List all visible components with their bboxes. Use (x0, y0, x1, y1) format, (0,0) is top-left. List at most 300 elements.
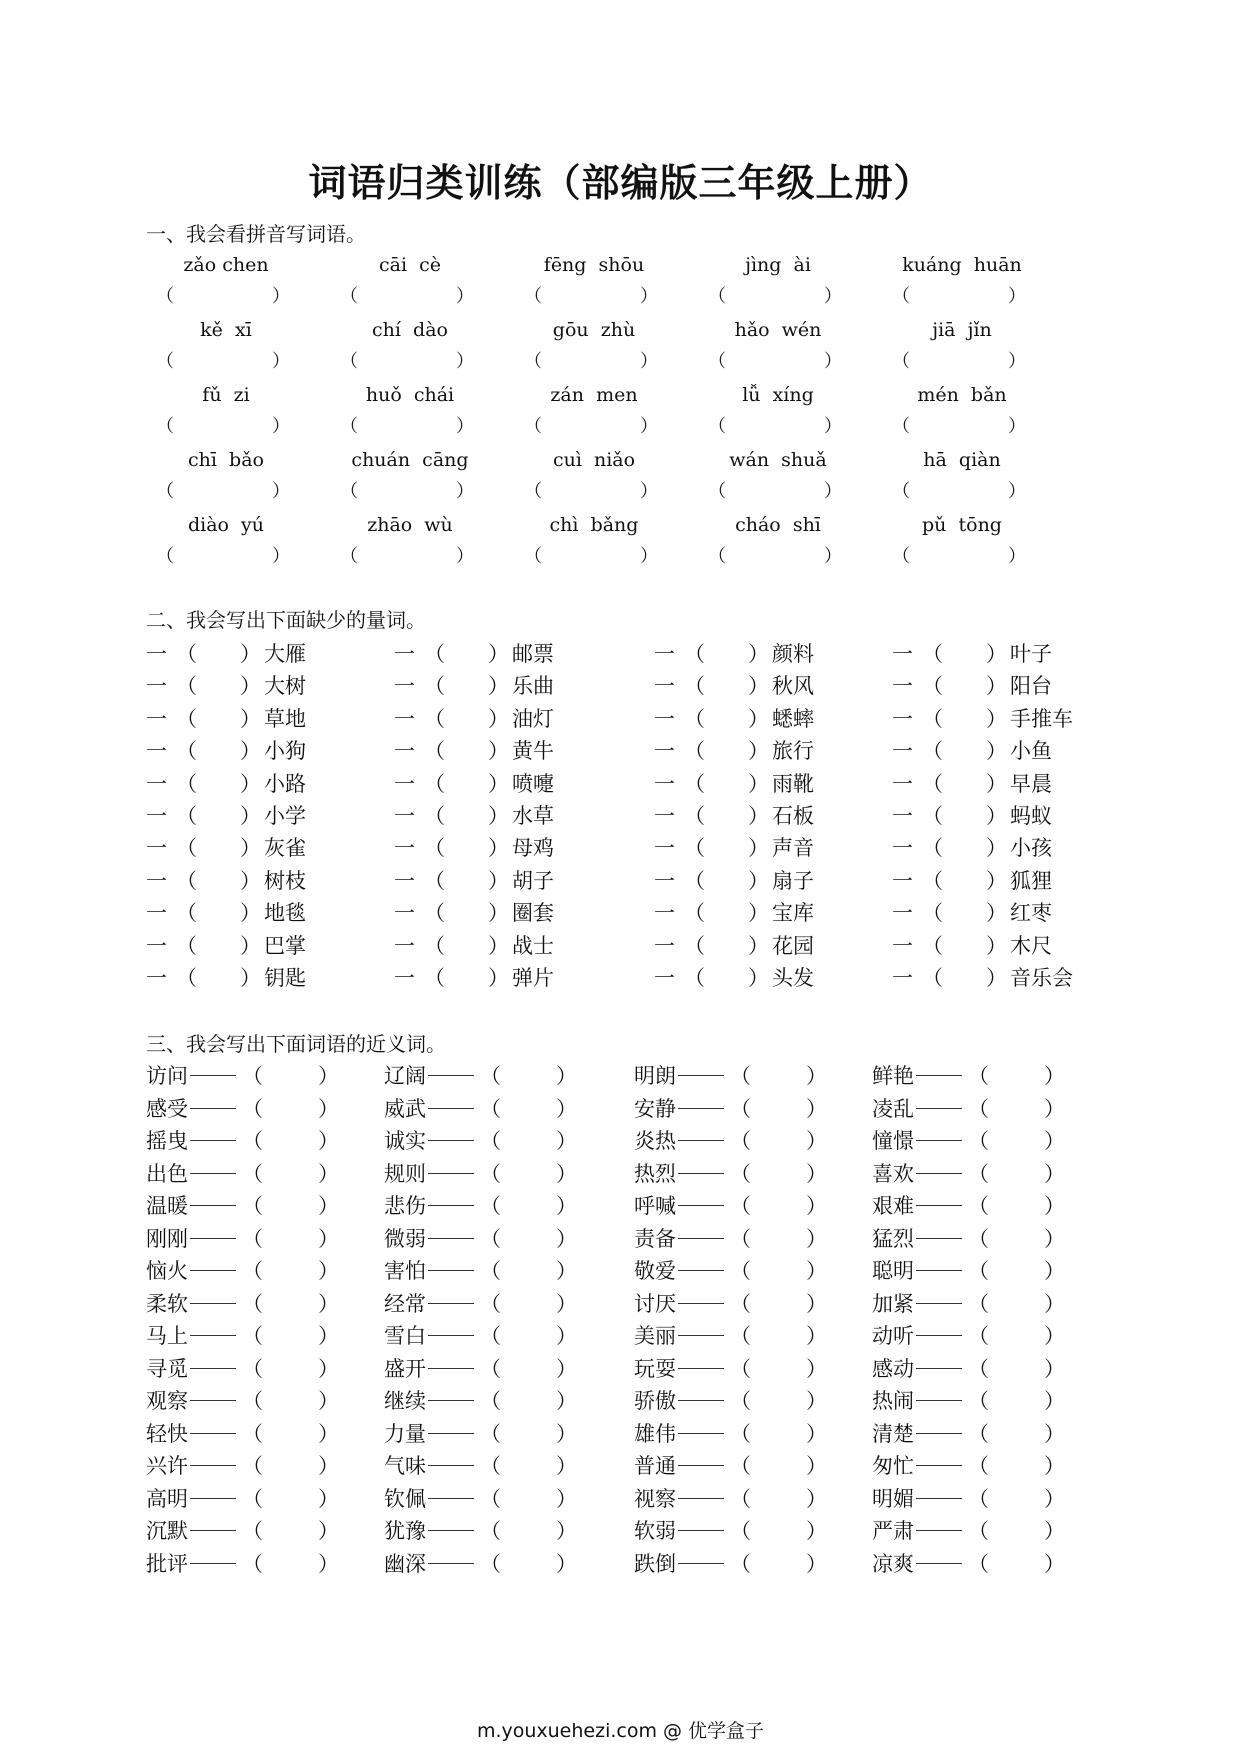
answer-blank[interactable] (698, 544, 842, 570)
paren-close: ） (1044, 1486, 1065, 1511)
pinyin-text: chī bǎo (188, 449, 264, 471)
source-word: 责备 (634, 1226, 676, 1251)
pinyin-item (330, 252, 518, 317)
prefix-yi: 一 (654, 836, 675, 861)
paren-close: ） (806, 1324, 827, 1348)
pinyin-item (330, 512, 518, 577)
source-word: 沉默 (146, 1519, 188, 1543)
paren-open: （ (524, 481, 542, 502)
paren-open: （ (242, 1324, 263, 1348)
paren-open: （ (968, 1161, 989, 1186)
paren-close: ） (456, 416, 474, 437)
source-word: 讨厌 (634, 1291, 676, 1316)
paren-open: （ (922, 706, 943, 731)
paren-close: ） (1044, 1421, 1065, 1446)
prefix-yi: 一 (146, 868, 167, 893)
footer-watermark: m.youxuehezi.com @ 优学盒子 (476, 1720, 765, 1742)
paren-open: （ (684, 706, 705, 731)
source-word: 软弱 (634, 1519, 676, 1543)
paren-close: ） (1044, 1356, 1065, 1381)
source-word: 幽深 (384, 1551, 426, 1576)
paren-close: ） (556, 1454, 577, 1478)
dash-line (916, 1075, 962, 1076)
paren-close: ） (1044, 1324, 1065, 1348)
pinyin-text: pǔ tōng (922, 514, 1002, 536)
answer-blank[interactable] (882, 414, 1026, 440)
prefix-yi: 一 (654, 901, 675, 926)
paren-open: （ (156, 481, 174, 502)
paren-open: （ (922, 965, 943, 990)
dash-line (678, 1465, 724, 1466)
paren-open: （ (480, 1161, 501, 1186)
paren-close: ） (806, 1194, 827, 1218)
paren-open: （ (424, 642, 445, 666)
noun-word: 扇子 (772, 868, 814, 893)
paren-open: （ (340, 546, 358, 567)
pinyin-row (146, 512, 1096, 577)
pinyin-item (882, 447, 1070, 512)
source-word: 跌倒 (634, 1551, 676, 1576)
answer-blank[interactable] (330, 544, 474, 570)
paren-open: （ (968, 1551, 989, 1576)
answer-blank[interactable] (330, 349, 474, 375)
noun-word: 乐曲 (512, 674, 554, 699)
paren-close: ） (488, 803, 509, 828)
source-word: 雄伟 (634, 1421, 676, 1446)
paren-open: （ (340, 481, 358, 502)
source-word: 温暖 (146, 1194, 188, 1218)
paren-close: ） (640, 286, 658, 307)
paren-open: （ (684, 803, 705, 828)
pinyin-text: hā qiàn (923, 449, 1001, 471)
dash-line (678, 1140, 724, 1141)
paren-close: ） (272, 351, 290, 372)
pinyin-text: cháo shī (735, 514, 821, 536)
source-word: 寻觅 (146, 1356, 188, 1381)
answer-blank[interactable] (514, 544, 658, 570)
paren-close: ） (1044, 1551, 1065, 1576)
paren-open: （ (480, 1291, 501, 1316)
paren-open: （ (968, 1064, 989, 1088)
answer-blank[interactable] (146, 414, 290, 440)
paren-open: （ (242, 1096, 263, 1121)
paren-close: ） (806, 1226, 827, 1251)
paren-open: （ (684, 771, 705, 796)
paren-open: （ (480, 1519, 501, 1543)
noun-word: 声音 (772, 836, 814, 861)
paren-close: ） (318, 1324, 339, 1348)
paren-open: （ (242, 1064, 263, 1088)
dash-line (428, 1140, 474, 1141)
paren-close: ） (240, 901, 261, 926)
noun-word: 母鸡 (512, 836, 554, 861)
paren-close: ） (556, 1551, 577, 1576)
paren-open: （ (242, 1389, 263, 1413)
pinyin-text: fēng shōu (543, 254, 645, 276)
source-word: 刚刚 (146, 1226, 188, 1251)
source-word: 感动 (872, 1356, 914, 1381)
paren-open: （ (922, 803, 943, 828)
pinyin-item (330, 317, 518, 382)
dash-line (916, 1433, 962, 1434)
noun-word: 狐狸 (1010, 868, 1052, 893)
paren-open: （ (480, 1129, 501, 1153)
paren-open: （ (480, 1194, 501, 1218)
paren-close: ） (1044, 1064, 1065, 1088)
paren-open: （ (242, 1291, 263, 1316)
dash-line (678, 1433, 724, 1434)
answer-blank[interactable] (882, 349, 1026, 375)
paren-open: （ (176, 868, 197, 893)
prefix-yi: 一 (146, 965, 167, 990)
prefix-yi: 一 (394, 836, 415, 861)
prefix-yi: 一 (146, 901, 167, 926)
paren-close: ） (488, 739, 509, 764)
paren-close: ） (240, 933, 261, 958)
source-word: 加紧 (872, 1291, 914, 1316)
synonym-row (146, 1320, 1096, 1353)
synonym-row (146, 1255, 1096, 1288)
paren-open: （ (922, 901, 943, 926)
dash-line (916, 1173, 962, 1174)
noun-word: 宝库 (772, 901, 814, 926)
dash-line (428, 1270, 474, 1271)
paren-open: （ (922, 836, 943, 861)
answer-blank[interactable] (146, 284, 290, 310)
pinyin-text: huǒ chái (365, 384, 455, 406)
source-word: 经常 (384, 1291, 426, 1316)
dash-line (678, 1335, 724, 1336)
paren-open: （ (892, 286, 910, 307)
synonym-row (146, 1190, 1096, 1223)
dash-line (678, 1563, 724, 1564)
paren-open: （ (524, 286, 542, 307)
paren-open: （ (730, 1389, 751, 1413)
paren-open: （ (424, 771, 445, 796)
paren-close: ） (488, 933, 509, 958)
paren-open: （ (156, 286, 174, 307)
paren-open: （ (176, 706, 197, 731)
paren-open: （ (684, 901, 705, 926)
source-word: 玩耍 (634, 1356, 676, 1381)
paren-open: （ (708, 546, 726, 567)
paren-close: ） (240, 642, 261, 666)
source-word: 热闹 (872, 1389, 914, 1413)
source-word: 热烈 (634, 1161, 676, 1186)
synonym-row (146, 1418, 1096, 1451)
paren-open: （ (730, 1324, 751, 1348)
paren-open: （ (242, 1454, 263, 1478)
paren-open: （ (730, 1161, 751, 1186)
source-word: 力量 (384, 1421, 426, 1446)
answer-blank[interactable] (146, 544, 290, 570)
source-word: 盛开 (384, 1356, 426, 1381)
dash-line (428, 1400, 474, 1401)
paren-open: （ (730, 1421, 751, 1446)
dash-line (428, 1303, 474, 1304)
answer-blank[interactable] (146, 349, 290, 375)
paren-open: （ (968, 1259, 989, 1283)
source-word: 清楚 (872, 1421, 914, 1446)
source-word: 美丽 (634, 1324, 676, 1348)
measure-row (146, 670, 1096, 702)
source-word: 高明 (146, 1486, 188, 1511)
paren-open: （ (480, 1096, 501, 1121)
answer-blank[interactable] (698, 284, 842, 310)
pinyin-row (146, 252, 1096, 317)
pinyin-item (146, 447, 334, 512)
noun-word: 巴掌 (264, 933, 306, 958)
paren-close: ） (556, 1129, 577, 1153)
answer-blank[interactable] (330, 414, 474, 440)
prefix-yi: 一 (654, 965, 675, 990)
paren-close: ） (456, 351, 474, 372)
pinyin-item (882, 382, 1070, 447)
paren-close: ） (1008, 481, 1026, 502)
pinyin-item (514, 382, 702, 447)
synonym-row (146, 1483, 1096, 1516)
answer-blank[interactable] (698, 414, 842, 440)
paren-open: （ (176, 771, 197, 796)
noun-word: 早晨 (1010, 771, 1052, 796)
synonym-row (146, 1223, 1096, 1256)
dash-line (428, 1108, 474, 1109)
pinyin-text: jìng ài (745, 254, 811, 276)
paren-open: （ (242, 1161, 263, 1186)
dash-line (190, 1563, 236, 1564)
paren-open: （ (480, 1389, 501, 1413)
noun-word: 木尺 (1010, 933, 1052, 958)
paren-open: （ (242, 1129, 263, 1153)
paren-close: ） (1044, 1226, 1065, 1251)
dash-line (190, 1140, 236, 1141)
paren-close: ） (318, 1486, 339, 1511)
prefix-yi: 一 (654, 868, 675, 893)
answer-blank[interactable] (514, 284, 658, 310)
paren-close: ） (556, 1421, 577, 1446)
paren-open: （ (480, 1064, 501, 1088)
paren-close: ） (272, 416, 290, 437)
paren-open: （ (730, 1226, 751, 1251)
noun-word: 叶子 (1010, 642, 1052, 666)
dash-line (428, 1465, 474, 1466)
source-word: 动听 (872, 1324, 914, 1348)
pinyin-item (146, 382, 334, 447)
noun-word: 花园 (772, 933, 814, 958)
paren-open: （ (242, 1519, 263, 1543)
answer-blank[interactable] (146, 479, 290, 505)
pinyin-text: cuì niǎo (552, 449, 636, 471)
prefix-yi: 一 (146, 674, 167, 699)
paren-open: （ (922, 642, 943, 666)
paren-open: （ (524, 416, 542, 437)
dash-line (190, 1205, 236, 1206)
paren-close: ） (556, 1226, 577, 1251)
prefix-yi: 一 (654, 739, 675, 764)
noun-word: 钥匙 (264, 965, 306, 990)
paren-open: （ (480, 1226, 501, 1251)
paren-close: ） (986, 836, 1007, 861)
paren-close: ） (824, 416, 842, 437)
prefix-yi: 一 (146, 836, 167, 861)
noun-word: 草地 (264, 706, 306, 731)
dash-line (916, 1140, 962, 1141)
synonym-row (146, 1288, 1096, 1321)
source-word: 轻快 (146, 1421, 188, 1446)
noun-word: 圈套 (512, 901, 554, 926)
paren-close: ） (1044, 1454, 1065, 1478)
paren-open: （ (480, 1486, 501, 1511)
paren-open: （ (922, 739, 943, 764)
dash-line (190, 1368, 236, 1369)
paren-close: ） (318, 1096, 339, 1121)
dash-line (678, 1173, 724, 1174)
prefix-yi: 一 (892, 739, 913, 764)
paren-close: ） (806, 1064, 827, 1088)
noun-word: 小鱼 (1010, 739, 1052, 764)
paren-open: （ (730, 1454, 751, 1478)
answer-blank[interactable] (698, 479, 842, 505)
prefix-yi: 一 (394, 739, 415, 764)
paren-open: （ (480, 1454, 501, 1478)
pinyin-item (698, 512, 886, 577)
source-word: 摇曳 (146, 1129, 188, 1153)
prefix-yi: 一 (654, 803, 675, 828)
noun-word: 喷嚏 (512, 771, 554, 796)
prefix-yi: 一 (892, 706, 913, 731)
dash-line (428, 1563, 474, 1564)
source-word: 继续 (384, 1389, 426, 1413)
answer-blank[interactable] (514, 479, 658, 505)
paren-close: ） (488, 674, 509, 699)
paren-close: ） (240, 771, 261, 796)
answer-blank[interactable] (514, 414, 658, 440)
paren-open: （ (892, 481, 910, 502)
synonym-row (146, 1515, 1096, 1548)
dash-line (678, 1270, 724, 1271)
pinyin-text: zhāo wù (367, 514, 453, 536)
dash-line (916, 1465, 962, 1466)
paren-close: ） (318, 1259, 339, 1283)
pinyin-row (146, 382, 1096, 447)
paren-close: ） (748, 706, 769, 731)
paren-open: （ (922, 771, 943, 796)
paren-open: （ (424, 933, 445, 958)
paren-close: ） (556, 1356, 577, 1381)
measure-row (146, 962, 1096, 994)
paren-close: ） (318, 1064, 339, 1088)
paren-close: ） (488, 706, 509, 731)
paren-open: （ (684, 642, 705, 666)
dash-line (678, 1400, 724, 1401)
pinyin-text: zǎo chen (183, 254, 269, 276)
measure-row (146, 800, 1096, 832)
prefix-yi: 一 (892, 965, 913, 990)
pinyin-text: lǚ xíng (742, 384, 814, 406)
paren-open: （ (480, 1259, 501, 1283)
dash-line (428, 1530, 474, 1531)
answer-blank[interactable] (330, 284, 474, 310)
paren-close: ） (272, 286, 290, 307)
paren-open: （ (424, 674, 445, 699)
paren-close: ） (806, 1519, 827, 1543)
paren-open: （ (242, 1226, 263, 1251)
paren-open: （ (242, 1194, 263, 1218)
paren-close: ） (986, 739, 1007, 764)
prefix-yi: 一 (146, 803, 167, 828)
dash-line (678, 1238, 724, 1239)
noun-word: 黄牛 (512, 739, 554, 764)
paren-close: ） (1044, 1519, 1065, 1543)
source-word: 鲜艳 (872, 1064, 914, 1088)
source-word: 马上 (146, 1324, 188, 1348)
dash-line (428, 1498, 474, 1499)
paren-open: （ (968, 1389, 989, 1413)
synonym-row (146, 1353, 1096, 1386)
source-word: 悲伤 (384, 1194, 426, 1218)
paren-close: ） (986, 642, 1007, 666)
prefix-yi: 一 (394, 965, 415, 990)
paren-open: （ (176, 739, 197, 764)
paren-close: ） (748, 803, 769, 828)
source-word: 严肃 (872, 1519, 914, 1543)
pinyin-item (146, 317, 334, 382)
paren-open: （ (968, 1291, 989, 1316)
noun-word: 旅行 (772, 739, 814, 764)
dash-line (916, 1238, 962, 1239)
paren-open: （ (424, 739, 445, 764)
answer-blank[interactable] (514, 349, 658, 375)
paren-close: ） (240, 803, 261, 828)
paren-close: ） (748, 674, 769, 699)
paren-close: ） (240, 739, 261, 764)
dash-line (916, 1400, 962, 1401)
paren-close: ） (806, 1454, 827, 1478)
answer-blank[interactable] (882, 544, 1026, 570)
dash-line (916, 1205, 962, 1206)
source-word: 视察 (634, 1486, 676, 1511)
measure-row (146, 638, 1096, 670)
answer-blank[interactable] (882, 479, 1026, 505)
noun-word: 战士 (512, 933, 554, 958)
dash-line (190, 1303, 236, 1304)
paren-close: ） (748, 965, 769, 990)
measure-row (146, 865, 1096, 897)
source-word: 出色 (146, 1161, 188, 1186)
source-word: 微弱 (384, 1226, 426, 1251)
dash-line (916, 1270, 962, 1271)
dash-line (678, 1108, 724, 1109)
answer-blank[interactable] (330, 479, 474, 505)
prefix-yi: 一 (394, 933, 415, 958)
dash-line (916, 1108, 962, 1109)
noun-word: 小路 (264, 771, 306, 796)
paren-close: ） (1044, 1161, 1065, 1186)
source-word: 炎热 (634, 1129, 676, 1153)
noun-word: 蟋蟀 (772, 706, 814, 731)
noun-word: 蚂蚁 (1010, 803, 1052, 828)
noun-word: 小孩 (1010, 836, 1052, 861)
answer-blank[interactable] (882, 284, 1026, 310)
noun-word: 树枝 (264, 868, 306, 893)
answer-blank[interactable] (698, 349, 842, 375)
paren-close: ） (456, 546, 474, 567)
paren-open: （ (424, 803, 445, 828)
paren-close: ） (748, 868, 769, 893)
paren-close: ） (806, 1356, 827, 1381)
source-word: 凉爽 (872, 1551, 914, 1576)
prefix-yi: 一 (654, 674, 675, 699)
